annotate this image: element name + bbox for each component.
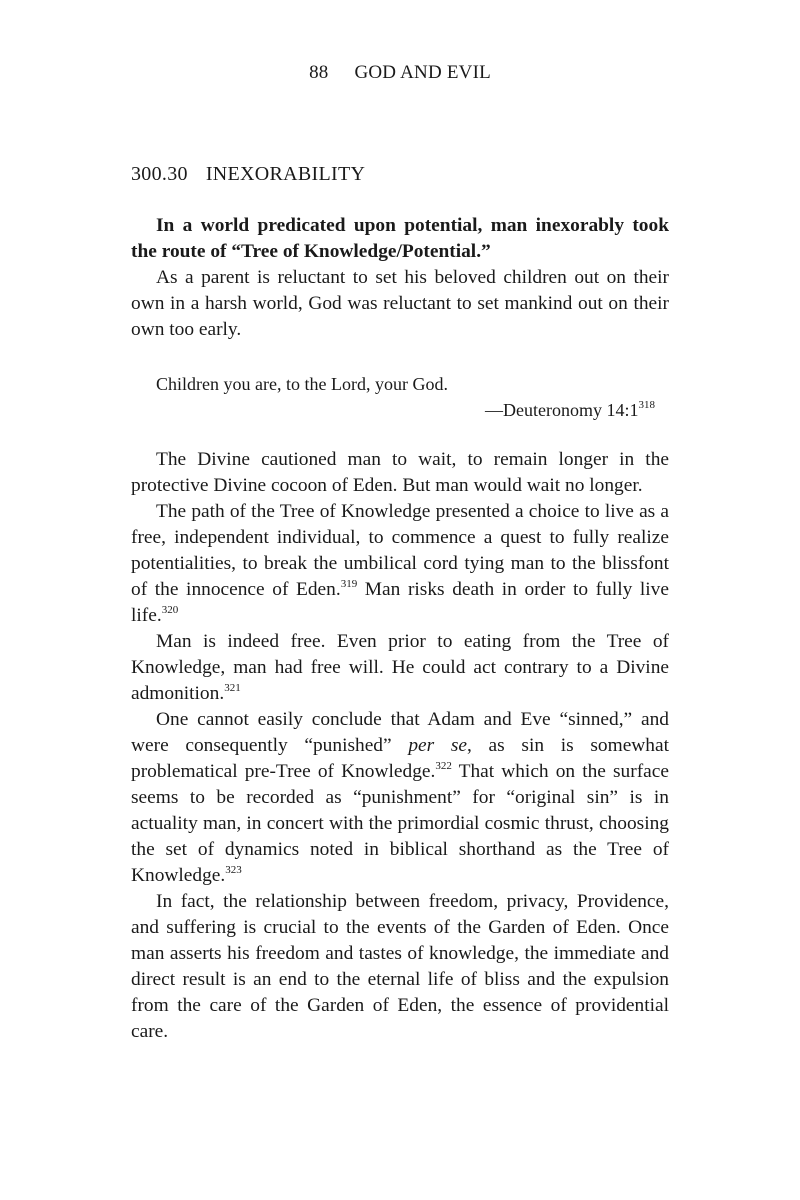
paragraph-text: One cannot easily conclude that Adam and Eve “sinned,” and were consequently “punished” bbox=[131, 709, 669, 756]
running-head bbox=[0, 62, 800, 84]
paragraph-text: , as sin is somewhat problematical pre-Tree of Knowledge. bbox=[131, 735, 669, 782]
body-text bbox=[131, 213, 669, 1045]
section-number: 300.30 bbox=[131, 163, 188, 185]
paragraph-text: The path of the Tree of Knowledge presented a choice to live as a free, independent individual, to commence a quest to fully realize potentialities, to break the umbilical cord tying man to the blissfont of the innocence of Eden. bbox=[131, 501, 669, 600]
paragraph-text: Man is indeed free. Even prior to eating from the Tree of Knowledge, man had free will. He could act contrary to a Divine admonition. bbox=[131, 631, 669, 704]
footnote-ref[interactable]: 318 bbox=[638, 399, 655, 411]
section-title: INEXORABILITY bbox=[205, 163, 366, 185]
footnote-ref[interactable]: 321 bbox=[224, 681, 241, 694]
footnote-ref[interactable]: 320 bbox=[161, 603, 179, 616]
paragraph: In fact, the relationship between freedom, privacy, Providence, and suffering is crucial to the events of the Garden of Eden. Once man asserts his freedom and tastes of knowledge, the immediate and direct result is an end to the eternal life of bliss and the expulsion from the care of the Garden of Eden, the essence of providential care. bbox=[131, 891, 669, 1042]
paragraph: As a parent is reluctant to set his beloved children out on their own in a harsh world, God was reluctant to set mankind out on their own too early. bbox=[131, 267, 669, 340]
footnote-ref[interactable]: 323 bbox=[225, 863, 242, 876]
quote-citation bbox=[131, 397, 669, 423]
footnote-ref[interactable]: 319 bbox=[340, 577, 358, 590]
footnote-ref[interactable]: 322 bbox=[435, 759, 452, 772]
paragraph-text: That which on the surface seems to be recorded as “punishment” for “original sin” is in actuality man, in concert with the primordial cosmic thrust, choosing the set of dynamics noted in biblical shorthand as the Tree of Knowledge. bbox=[131, 761, 669, 886]
quote-text: Children you are, to the Lord, your God. bbox=[156, 374, 448, 394]
paragraph bbox=[131, 629, 669, 707]
section-heading bbox=[131, 163, 365, 186]
italic-text: per se bbox=[408, 735, 468, 756]
running-head-title: GOD AND EVIL bbox=[354, 62, 491, 83]
page-number: 88 bbox=[309, 62, 329, 83]
paragraph-text: Man risks death in order to fully live life. bbox=[131, 579, 669, 626]
block-quote bbox=[131, 371, 669, 423]
paragraph bbox=[131, 707, 669, 889]
paragraph bbox=[131, 499, 669, 629]
lead-paragraph: In a world predicated upon potential, man inexorably took the route of “Tree of Knowledge/Potential.” bbox=[131, 215, 669, 262]
citation-text: —Deuteronomy 14:1 bbox=[485, 400, 639, 420]
paragraph: The Divine cautioned man to wait, to remain longer in the protective Divine cocoon of Eden. But man would wait no longer. bbox=[131, 449, 669, 496]
